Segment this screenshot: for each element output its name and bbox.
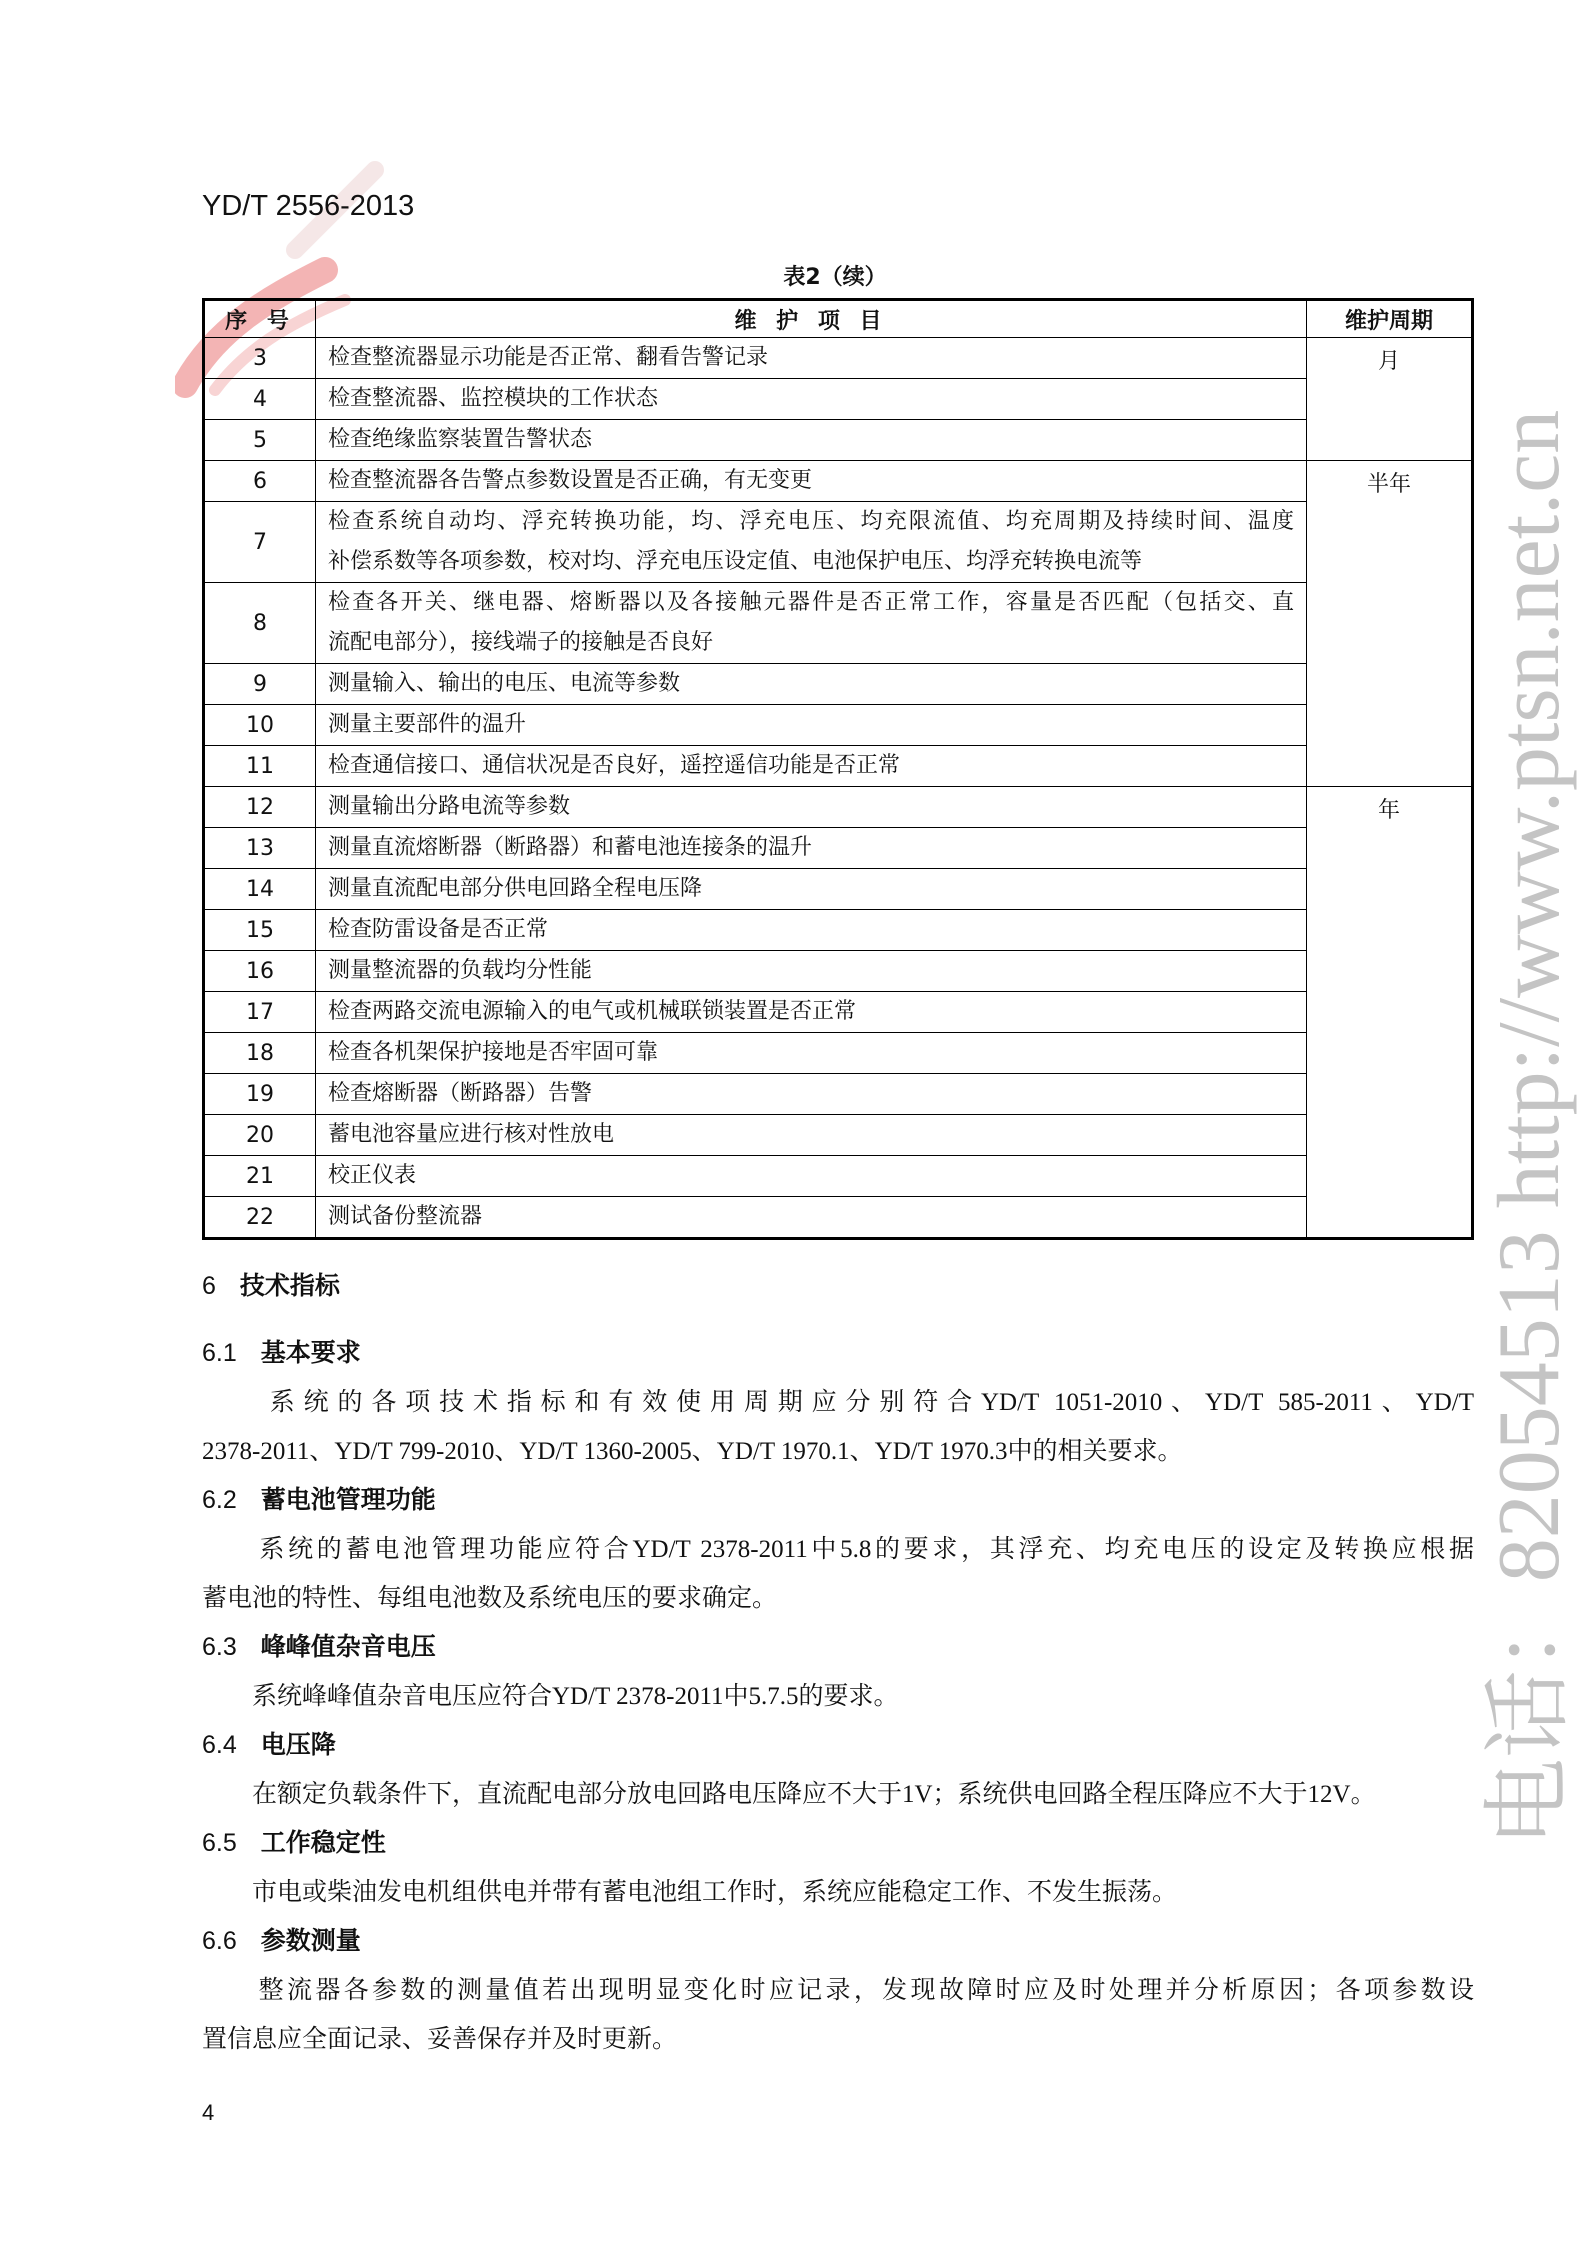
row-seq: 4: [204, 379, 316, 420]
row-item: [316, 583, 1307, 664]
section-text-line: 2378-2011、YD/T 799-2010、YD/T 1360-2005、YD/T 1970.1、YD/T 1970.3中的相关要求。: [202, 1438, 1183, 1465]
section-number: 6.6: [202, 1927, 237, 1955]
row-item: [316, 951, 1307, 992]
row-item-line: 测量直流熔断器（断路器）和蓄电池连接条的温升: [328, 835, 813, 860]
row-item-line: 测量直流配电部分供电回路全程电压降: [328, 876, 703, 901]
table-row: [204, 869, 1473, 910]
row-item: [316, 379, 1307, 420]
table-row: [204, 338, 1473, 379]
row-seq: 11: [204, 746, 316, 787]
row-item: [316, 338, 1307, 379]
section-text-line: 整流器各参数的测量值若出现明显变化时应记录，发现故障时应及时处理并分析原因；各项参数设: [202, 1977, 1474, 2004]
section-heading-s62: [202, 1480, 436, 1516]
row-seq: 10: [204, 705, 316, 746]
row-seq: 22: [204, 1197, 316, 1239]
row-item: [316, 1074, 1307, 1115]
row-seq: 17: [204, 992, 316, 1033]
row-item: [316, 1033, 1307, 1074]
row-seq: 8: [204, 583, 316, 664]
row-seq: 12: [204, 787, 316, 828]
section-text-line: 系统的各项技术指标和有效使用周期应分别符合YD/T 1051-2010、YD/T 585-2011、YD/T: [202, 1389, 1474, 1416]
row-item: [316, 420, 1307, 461]
section-heading-s61: [202, 1333, 361, 1369]
section-heading-s63: [202, 1627, 436, 1663]
table-row: [204, 1115, 1473, 1156]
section-title: 蓄电池管理功能: [260, 1485, 436, 1514]
row-item: [316, 869, 1307, 910]
row-item: [316, 502, 1307, 583]
contact-watermark: 电话：82054513 http://www.ptsn.net.cn: [1481, 409, 1578, 1847]
row-item-line: 流配电部分），接线端子的接触是否良好: [328, 630, 714, 655]
section-title: 工作稳定性: [260, 1828, 386, 1857]
table-row: [204, 705, 1473, 746]
section-heading-s6: [202, 1266, 340, 1302]
table-row: [204, 502, 1473, 583]
row-seq: 9: [204, 664, 316, 705]
table-row: [204, 992, 1473, 1033]
section-text-line: 系统峰峰值杂音电压应符合YD/T 2378-2011中5.7.5的要求。: [202, 1683, 899, 1710]
header-period: 维护周期: [1307, 300, 1473, 338]
row-item-line: 检查通信接口、通信状况是否良好，遥控遥信功能是否正常: [328, 753, 901, 778]
header-item: 维 护 项 目: [316, 300, 1307, 338]
row-seq: 5: [204, 420, 316, 461]
row-seq: 6: [204, 461, 316, 502]
section-title: 技术指标: [239, 1271, 340, 1300]
section-text-line: 系统的蓄电池管理功能应符合YD/T 2378-2011中5.8的要求，其浮充、均充电压的设定及转换应根据: [202, 1536, 1474, 1563]
table-row: [204, 379, 1473, 420]
section-number: 6: [202, 1272, 216, 1300]
section-heading-s64: [202, 1725, 336, 1761]
row-item-line: 检查整流器各告警点参数设置是否正确，有无变更: [328, 468, 813, 493]
row-item-line: 测量主要部件的温升: [328, 712, 527, 737]
table-row: [204, 910, 1473, 951]
row-seq: 21: [204, 1156, 316, 1197]
table-row: [204, 1074, 1473, 1115]
row-item-line: 补偿系数等各项参数，校对均、浮充电压设定值、电池保护电压、均浮充转换电流等: [328, 549, 1143, 574]
row-item: [316, 1197, 1307, 1239]
row-seq: 16: [204, 951, 316, 992]
section-title: 参数测量: [260, 1926, 361, 1955]
row-item-line: 检查熔断器（断路器）告警: [328, 1081, 593, 1106]
table-row: [204, 787, 1473, 828]
table-row: [204, 461, 1473, 502]
maintenance-table: [202, 298, 1474, 1240]
row-seq: 14: [204, 869, 316, 910]
row-item-line: 测量输出分路电流等参数: [328, 794, 571, 819]
section-number: 6.1: [202, 1339, 237, 1367]
section-number: 6.4: [202, 1731, 237, 1759]
row-item: [316, 828, 1307, 869]
row-item: [316, 461, 1307, 502]
row-item-line: 蓄电池容量应进行核对性放电: [328, 1122, 615, 1147]
table-row: [204, 746, 1473, 787]
section-text-line: 置信息应全面记录、妥善保存并及时更新。: [202, 2026, 678, 2053]
table-row: [204, 1156, 1473, 1197]
row-item-line: 校正仪表: [328, 1163, 417, 1188]
section-number: 6.2: [202, 1486, 237, 1514]
table-row: [204, 664, 1473, 705]
section-number: 6.3: [202, 1633, 237, 1661]
section-text-line: 蓄电池的特性、每组电池数及系统电压的要求确定。: [202, 1585, 778, 1612]
row-period: 半年: [1307, 461, 1473, 787]
row-item-line: 检查整流器、监控模块的工作状态: [328, 386, 659, 411]
row-item-line: 检查各机架保护接地是否牢固可靠: [328, 1040, 659, 1065]
row-item-line: 检查系统自动均、浮充转换功能，均、浮充电压、均充限流值、均充周期及持续时间、温度: [328, 509, 1294, 534]
row-item-line: 检查整流器显示功能是否正常、翻看告警记录: [328, 345, 769, 370]
row-item-line: 检查各开关、继电器、熔断器以及各接触元器件是否正常工作，容量是否匹配（包括交、直: [328, 590, 1294, 615]
table-row: [204, 828, 1473, 869]
section-title: 电压降: [260, 1730, 336, 1759]
table-row: [204, 951, 1473, 992]
row-seq: 15: [204, 910, 316, 951]
row-item-line: 测量整流器的负载均分性能: [328, 958, 593, 983]
row-item: [316, 910, 1307, 951]
row-item: [316, 1115, 1307, 1156]
row-seq: 3: [204, 338, 316, 379]
section-title: 峰峰值杂音电压: [260, 1632, 436, 1661]
row-seq: 20: [204, 1115, 316, 1156]
row-period: 月: [1307, 338, 1473, 461]
row-item: [316, 1156, 1307, 1197]
row-period: 年: [1307, 787, 1473, 1239]
row-item: [316, 705, 1307, 746]
table-row: [204, 583, 1473, 664]
section-heading-s66: [202, 1921, 361, 1957]
table-header-row: [204, 300, 1473, 338]
row-item: [316, 746, 1307, 787]
header-seq: 序 号: [204, 300, 316, 338]
row-item-line: 测量输入、输出的电压、电流等参数: [328, 671, 681, 696]
section-text-line: 在额定负载条件下，直流配电部分放电回路电压降应不大于1V；系统供电回路全程压降应不大于12V。: [202, 1781, 1376, 1808]
row-item-line: 测试备份整流器: [328, 1204, 483, 1229]
row-item-line: 检查两路交流电源输入的电气或机械联锁装置是否正常: [328, 999, 857, 1024]
row-item: [316, 664, 1307, 705]
row-item: [316, 787, 1307, 828]
table-row: [204, 420, 1473, 461]
row-seq: 18: [204, 1033, 316, 1074]
row-item-line: 检查绝缘监察装置告警状态: [328, 427, 593, 452]
table-row: [204, 1033, 1473, 1074]
section-text-line: 市电或柴油发电机组供电并带有蓄电池组工作时，系统应能稳定工作、不发生振荡。: [202, 1879, 1178, 1906]
row-item-line: 检查防雷设备是否正常: [328, 917, 549, 942]
section-title: 基本要求: [260, 1338, 361, 1367]
row-seq: 13: [204, 828, 316, 869]
section-heading-s65: [202, 1823, 386, 1859]
section-number: 6.5: [202, 1829, 237, 1857]
page-number: 4: [202, 2100, 215, 2125]
document-code: YD/T 2556-2013: [202, 190, 415, 222]
table-caption: 表2（续）: [783, 265, 887, 290]
row-item: [316, 992, 1307, 1033]
row-seq: 19: [204, 1074, 316, 1115]
row-seq: 7: [204, 502, 316, 583]
table-row: [204, 1197, 1473, 1239]
